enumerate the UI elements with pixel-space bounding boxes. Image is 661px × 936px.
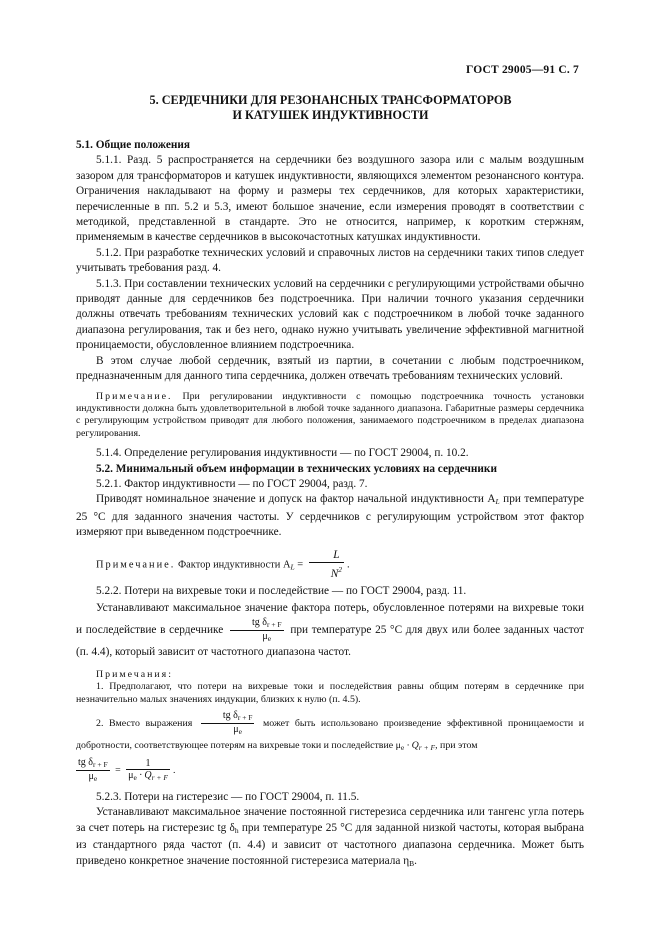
paragraph-5-2-1: 5.2.1. Фактор индуктивности — по ГОСТ 29004, разд. 7. [96,477,368,490]
paragraph-5-1-2: 5.1.2. При разработке технических условий и справочных листов на сердечники таких типов следует учитывать требования разд. 4. [76,246,584,275]
inductance-fraction: $\frac{L}{N^2}$ [309,549,344,581]
note-2-equation: $\frac{tg \delta_{r + F}}{\mu_e}$ = $\frac{1}{\mu_e \cdot Q_{r + F}}$ . [78,756,176,783]
notes-label: Примечания: [96,668,173,680]
loss-factor-fraction: $\frac{tg \delta_{r + F}}{\mu_e}$ [230,617,284,644]
page-header: ГОСТ 29005—91 С. 7 [466,64,579,76]
paragraph-5-1-3b: В этом случае любой сердечник, взятый из партии, в сочетании с любым подстроечником, предназначенным для данного типа сердечника, должен отвечать требованиям технических условий. [76,354,584,383]
section-title-line2: И КАТУШЕК ИНДУКТИВНОСТИ [232,108,429,122]
paragraph-5-2-3: 5.2.3. Потери на гистерезис — по ГОСТ 29004, п. 11.5. [96,790,360,803]
note2-fraction: $\frac{tg \delta_{r + F}}{\mu_e}$ [201,710,255,737]
section-title [0,93,661,123]
content-body [76,138,584,871]
paragraph-5-2-2b: Устанавливают максимальное значение фактора потерь, обусловленное потерями на вихревые токи и последействие в сердечнике $\frac{tg \delta_{r + F}}{\mu_e}$ при температуре 25 °С для двух или более заданных частот (п. 4.4), который зависит от частотного диапазона частот. [76,601,584,658]
paragraph-5-1-4: 5.1.4. Определение регулирования индуктивности — по ГОСТ 29004, п. 10.2. [96,447,469,460]
paragraph-5-2-3b: Устанавливают максимальное значение постоянной гистерезиса сердечника или тангенс угла потерь за счет потерь на гистерезис tg $\delta_h$ при температуре 25 °С для заданной низкой частоты, которая выбрана из стандартного ряда частот (п. 4.4) и зависит от частотного диапазона сердечника. Может быть приведено конкретное значение постоянной гистерезиса материала $\eta_B$. [76,806,584,868]
note-1: 1. Предполагают, что потери на вихревые токи и последействия равны общим потерям в сердечнике при незначительно малых значениях индукции, близких к нулю (п. 4.5). [76,681,584,705]
section-title-line1: 5. СЕРДЕЧНИКИ ДЛЯ РЕЗОНАНСНЫХ ТРАНСФОРМАТОРОВ [149,93,512,107]
note-label: Примечание. [96,390,173,402]
paragraph-5-2-2: 5.2.2. Потери на вихревые токи и последействие — по ГОСТ 29004, разд. 11. [96,585,467,598]
note-5-1 [76,391,584,441]
notes-5-2-2 [76,669,584,784]
paragraph-5-1-1: 5.1.1. Разд. 5 распространяется на сердечники без воздушного зазора или с малым воздушным зазором для трансформаторов и катушек индуктивности, являющихся элементом резонансного контура. Ограничения накладывают на форму и размеры тех сердечников, для которых характеристики, перечисленные в пп. 5.2 и 5.3, имеют большое значение, если измерения проводят в соответствии с методикой, представленной в стандарте. Это не относится, например, к коротким стержням, применяемым в качестве сердечников в высокочастотных катушках индуктивности. [76,154,584,244]
note-inductance-factor: Примечание. Фактор индуктивности $A_L$ = $\frac{L}{N^2}$ . [96,548,350,580]
note-text: При регулировании индуктивности с помощью подстроечника точность установки индуктивности должна быть удовлетворительной в любой точке заданного диапазона. Габаритные размеры сердечника с регулирующим устройством приводят для любого положения, занимаемого подстроечником в пределах диапазона регулирования. [76,390,584,439]
paragraph-5-2-1b: Приводят номинальное значение и допуск на фактор начальной индуктивности $A_L$ при температуре 25 °С для заданного значения частоты. У сердечников с регулирующим устройством этот фактор измеряют при выведенном подстроечнике. [76,493,584,539]
subsection-heading-5-2: 5.2. Минимальный объем информации в технических условиях на сердечники [96,462,497,475]
paragraph-5-1-3: 5.1.3. При составлении технических условий на сердечники с регулирующими устройствами обычно приводят данные для сердечников без подстроечника. При наличии точного указания сердечники должны отвечать требованиям технических условий как с подстроечником в любой точке заданного диапазона регулирования, так и без него, однако нужно учитывать увеличение эффективной магнитной проницаемости, обусловленное влиянием подстроечника. [76,277,584,352]
note-2: 2. Вместо выражения $\frac{tg \delta_{r + F}}{\mu_e}$ может быть использовано произведение эффективной проницаемости и добротности, соответствующее потерям на вихревые токи и последействие $\mu_e \cdot Q_{r + F}$, при этом [76,709,585,752]
subsection-heading-5-1: 5.1. Общие положения [76,139,190,151]
